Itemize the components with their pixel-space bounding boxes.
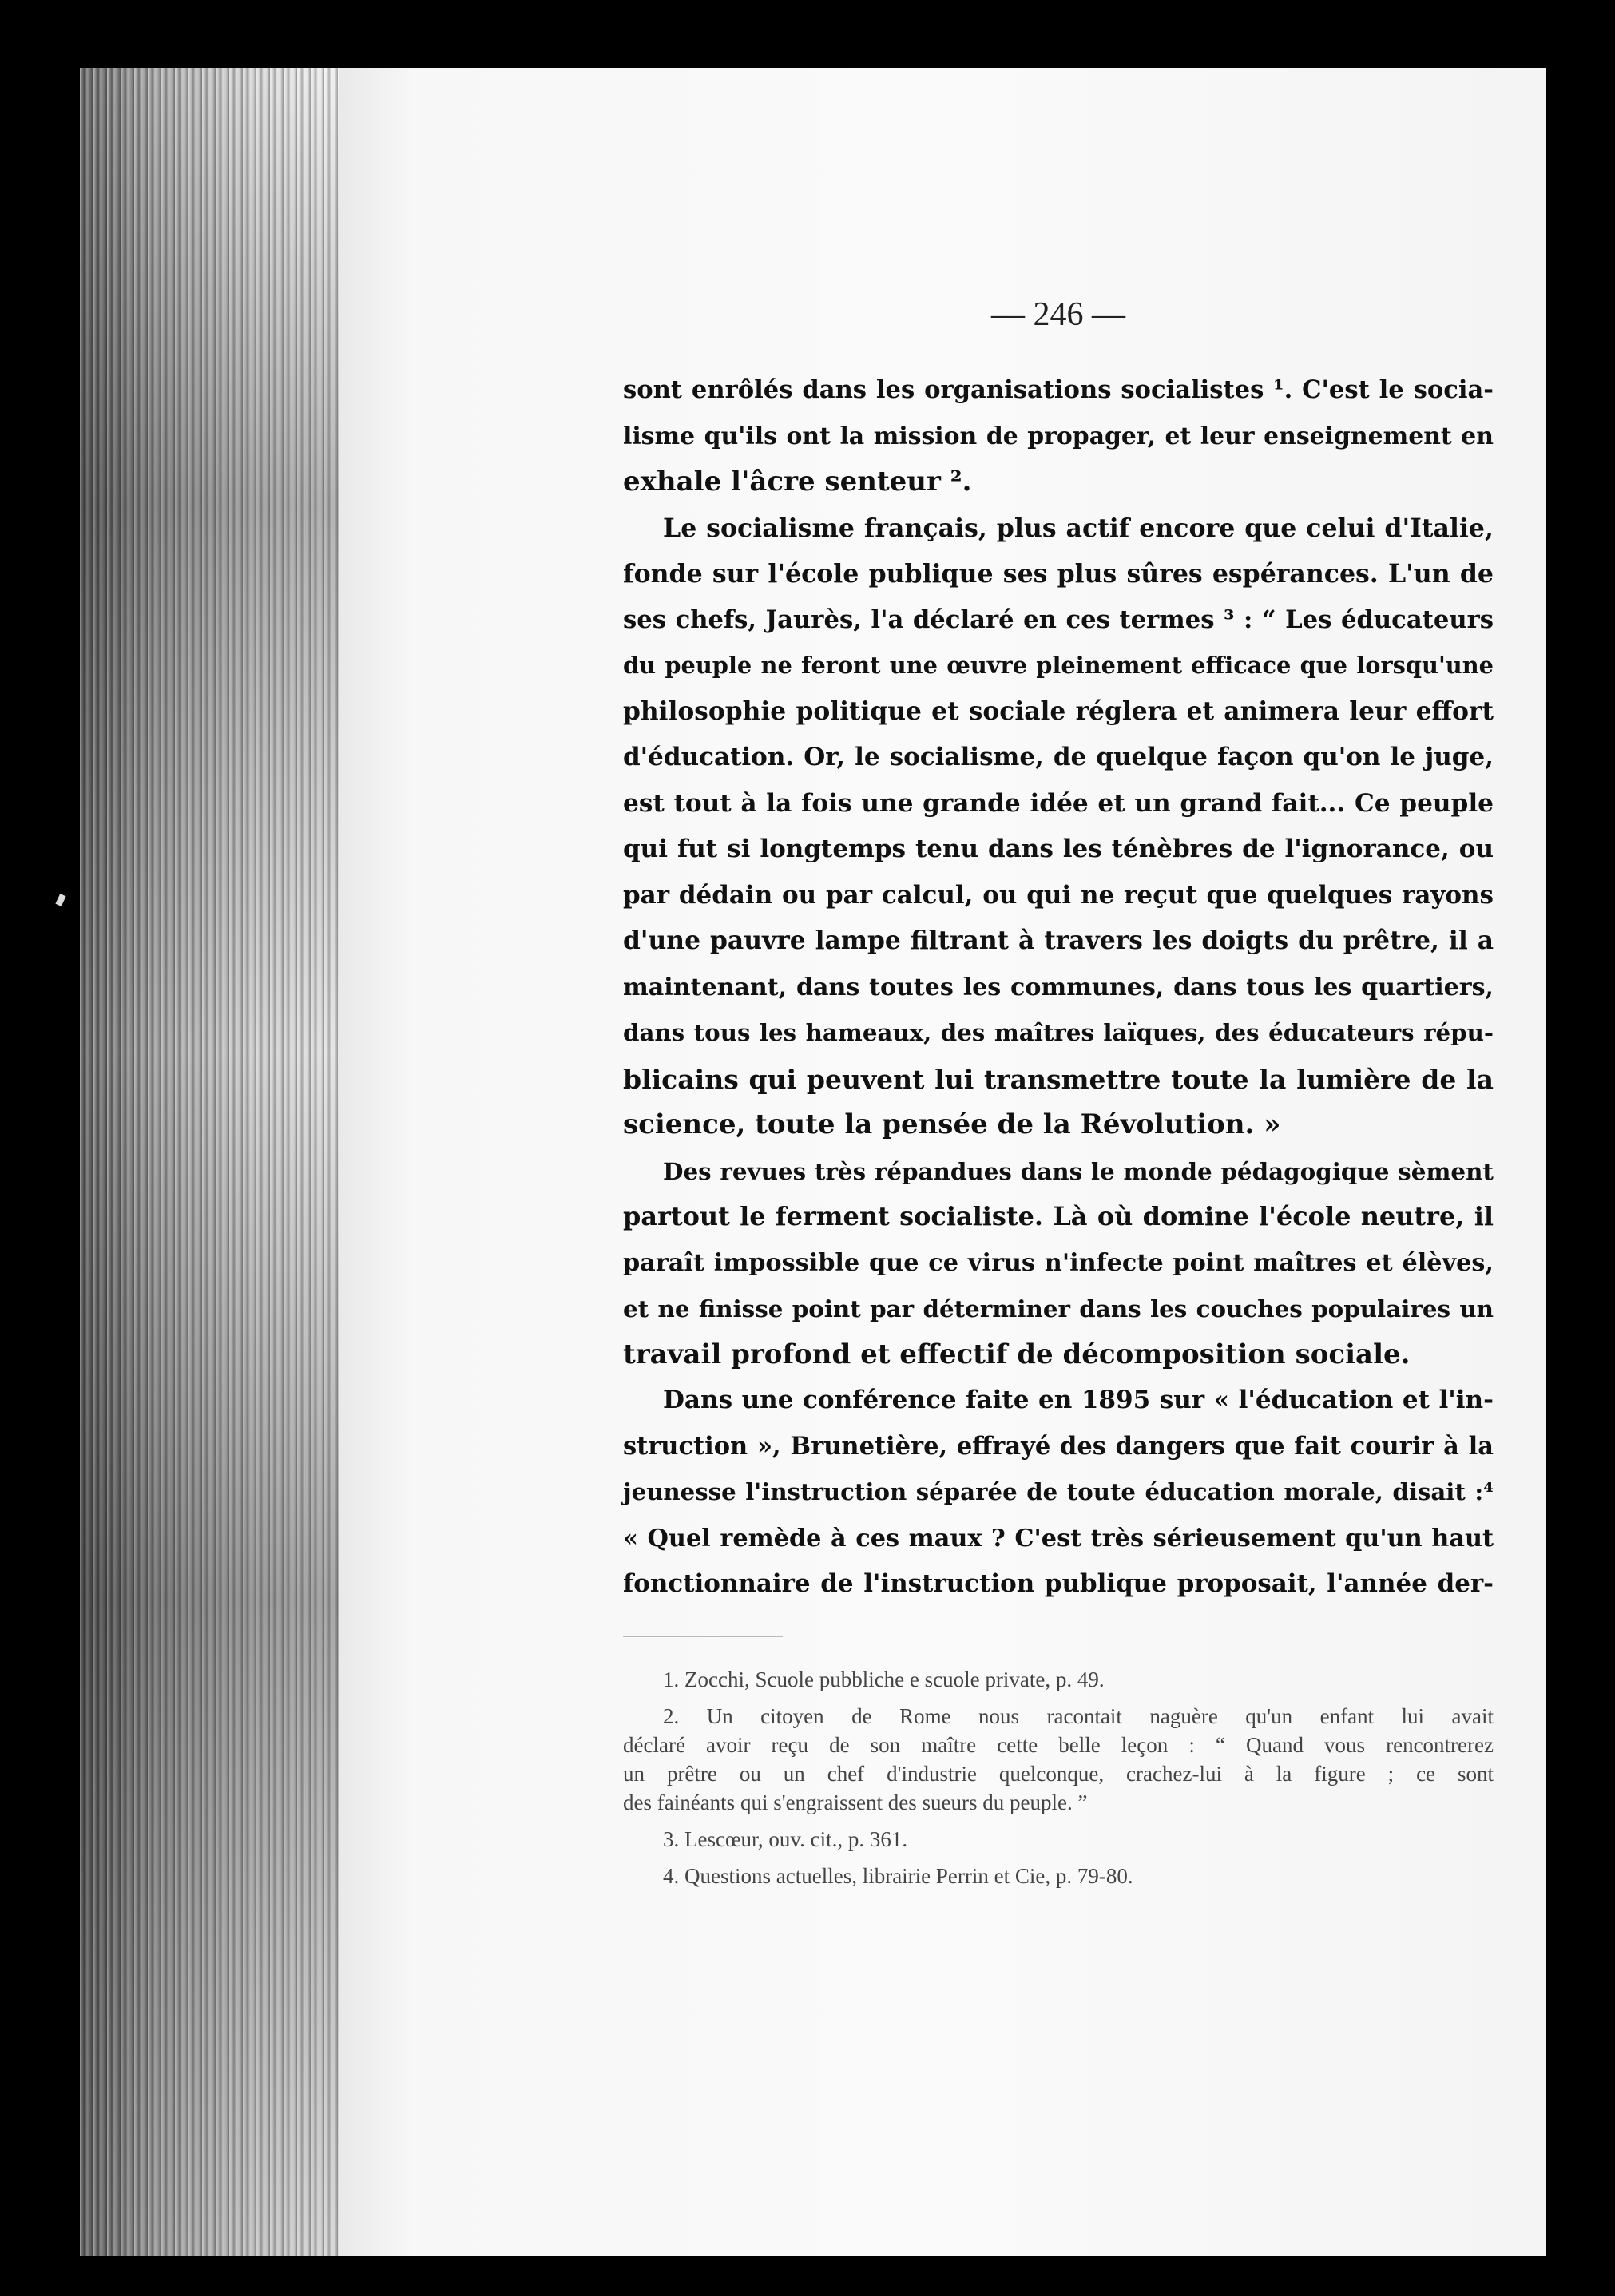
footnote-line: 1. Zocchi, Scuole pubbliche e scuole private, p. 49. [663, 1667, 1105, 1691]
text-line: Des revues très répandues dans le monde pédagogique sèment [663, 1156, 1494, 1185]
text-line: exhale l'âcre senteur ². [623, 466, 972, 498]
text-line: fonctionnaire de l'instruction publique proposait, l'année der- [623, 1569, 1494, 1598]
text-line: struction », Brunetière, effrayé des dangers que fait courir à la [623, 1431, 1494, 1461]
footnote-line: 3. Lescœur, ouv. cit., p. 361. [663, 1827, 908, 1851]
footnote-line: des fainéants qui s'engraissent des sueurs du peuple. ” [623, 1790, 1088, 1814]
text-line: jeunesse l'instruction séparée de toute éducation morale, disait :⁴ [623, 1478, 1494, 1505]
footnote-1 [623, 1665, 1494, 1694]
text-line: philosophie politique et sociale réglera et animera leur effort [623, 696, 1494, 726]
text-line: ses chefs, Jaurès, l'a déclaré en ces termes ³ : “ Les éducateurs [623, 605, 1494, 634]
footnote-2 [623, 1702, 1494, 1817]
text-line: blicains qui peuvent lui transmettre toute la lumière de la [623, 1063, 1494, 1095]
text-line: paraît impossible que ce virus n'infecte point maîtres et élèves, [623, 1248, 1494, 1277]
book-page [339, 68, 1546, 2256]
body-text [623, 367, 1494, 1608]
text-line: d'une pauvre lampe filtrant à travers les doigts du prêtre, il a [623, 926, 1494, 955]
paragraph-2 [623, 506, 1494, 1148]
footnote-rule [623, 1636, 783, 1637]
text-line: Le socialisme français, plus actif encore que celui d'Italie, [663, 513, 1494, 543]
footnote-line: un prêtre ou un chef d'industrie quelconque, crachez-lui à la figure ; ce sont [623, 1762, 1494, 1786]
paragraph-1 [623, 367, 1494, 506]
text-line: partout le ferment socialiste. Là où domine l'école neutre, il [623, 1201, 1494, 1231]
text-line: et ne finisse point par déterminer dans les couches populaires un [623, 1295, 1494, 1322]
text-line: maintenant, dans toutes les communes, dans tous les quartiers, [623, 973, 1494, 1001]
footnote-4 [623, 1862, 1494, 1890]
text-line: sont enrôlés dans les organisations socialistes ¹. C'est le socia- [623, 375, 1494, 404]
scan-speck [55, 894, 65, 906]
footnote-3 [623, 1825, 1494, 1854]
text-line: qui fut si longtemps tenu dans les ténèbres de l'ignorance, ou [623, 835, 1494, 863]
page-number: — 246 — [991, 296, 1125, 333]
text-line: lisme qu'ils ont la mission de propager, et leur enseignement en [623, 422, 1494, 450]
text-line: par dédain ou par calcul, ou qui ne reçut que quelques rayons [623, 880, 1494, 910]
book-gutter-shadow [80, 68, 343, 2256]
paragraph-3 [623, 1148, 1494, 1378]
text-line: d'éducation. Or, le socialisme, de quelque façon qu'on le juge, [623, 743, 1494, 771]
text-line: Dans une conférence faite en 1895 sur « l'éducation et l'in- [663, 1386, 1494, 1414]
paragraph-4 [623, 1378, 1494, 1608]
footnotes [623, 1665, 1494, 1898]
text-line: fonde sur l'école publique ses plus sûres espérances. L'un de [623, 559, 1494, 589]
text-line: « Quel remède à ces maux ? C'est très sérieusement qu'un haut [623, 1524, 1494, 1552]
text-line: dans tous les hameaux, des maîtres laïques, des éducateurs répu- [623, 1019, 1494, 1046]
footnote-line: 4. Questions actuelles, librairie Perrin et Cie, p. 79-80. [663, 1864, 1133, 1888]
text-line: science, toute la pensée de la Révolution. » [623, 1108, 1281, 1140]
text-line: travail profond et effectif de décomposition sociale. [623, 1338, 1411, 1370]
text-line: du peuple ne feront une œuvre pleinement efficace que lorsqu'une [623, 652, 1494, 679]
footnote-line: déclaré avoir reçu de son maître cette belle leçon : “ Quand vous rencontrerez [623, 1733, 1494, 1757]
footnote-line: 2. Un citoyen de Rome nous racontait naguère qu'un enfant lui avait [663, 1704, 1494, 1728]
text-line: est tout à la fois une grande idée et un grand fait... Ce peuple [623, 788, 1494, 818]
